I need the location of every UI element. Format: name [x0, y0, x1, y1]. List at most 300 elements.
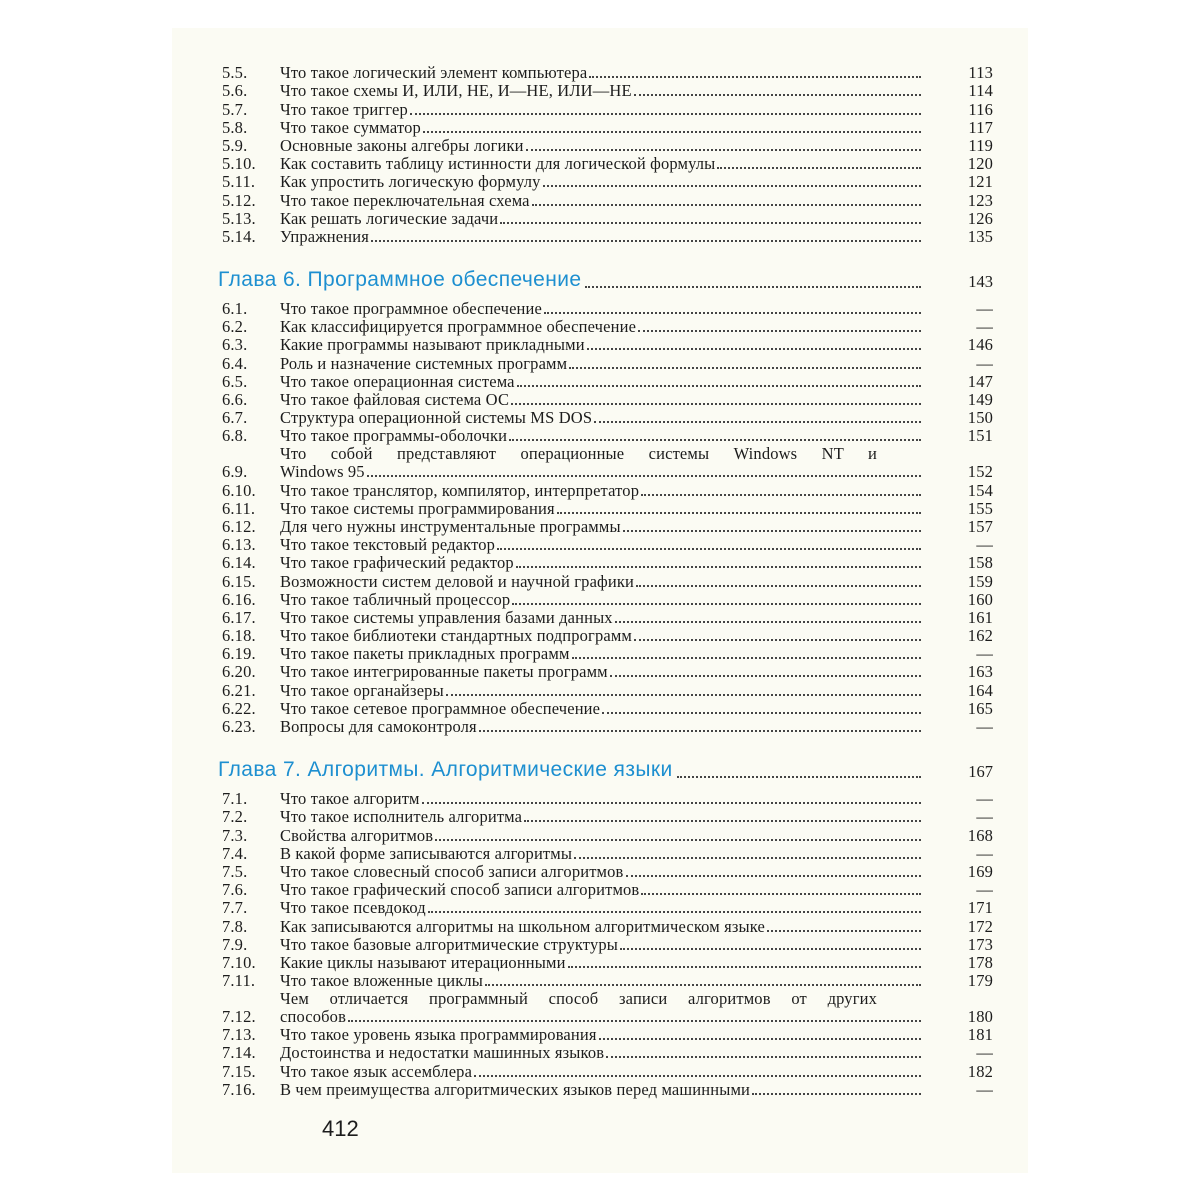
entry-number: 6.23.	[222, 717, 256, 736]
entry-title: Что такое графический редактор	[280, 554, 514, 573]
entry-page: —	[976, 843, 993, 863]
entry-number: 7.4.	[222, 843, 248, 863]
toc-entry	[222, 119, 998, 137]
entry-title-wrap	[280, 827, 933, 845]
entry-page: 172	[967, 916, 993, 936]
entry-title-wrap	[280, 663, 933, 681]
toc-entry	[222, 681, 998, 699]
entry-title-wrap	[280, 119, 933, 137]
dot-leader	[620, 947, 921, 950]
entry-number: 7.10.	[222, 952, 256, 972]
toc-entry	[222, 191, 998, 209]
dot-leader	[474, 1074, 921, 1077]
dot-leader	[752, 1092, 921, 1095]
toc-entry	[222, 1081, 998, 1099]
dot-leader	[485, 983, 921, 986]
toc-entry	[222, 700, 998, 718]
entry-title-wrap	[280, 355, 933, 373]
dot-leader	[587, 347, 921, 350]
entry-number: 7.16.	[222, 1079, 256, 1099]
entry-title: Что такое язык ассемблера	[280, 1062, 473, 1081]
entry-page: 180	[967, 1007, 993, 1027]
dot-leader	[589, 75, 921, 78]
chapter-page: 143	[968, 271, 993, 291]
toc-entry	[222, 137, 998, 155]
entry-page: 123	[967, 190, 993, 210]
entry-page: —	[976, 299, 993, 319]
entry-number: 5.9.	[222, 135, 248, 155]
toc-entry	[222, 1062, 998, 1080]
dot-leader	[636, 584, 921, 587]
entry-page: 119	[968, 135, 993, 155]
entry-page: 181	[967, 1025, 993, 1045]
dot-leader	[623, 529, 921, 532]
dot-leader	[367, 474, 921, 477]
entry-number: 6.14.	[222, 553, 256, 573]
entry-title-wrap	[280, 318, 933, 336]
entry-number: 5.5.	[222, 63, 248, 83]
dot-leader	[497, 547, 921, 550]
entry-page: 163	[967, 662, 993, 682]
entry-title: В чем преимущества алгоритмических языков перед машинными	[280, 1080, 751, 1099]
toc-entry	[222, 881, 998, 899]
entry-title: Какие циклы называют итерационными	[280, 953, 566, 972]
entry-title: Что такое интегрированные пакеты программ	[280, 663, 608, 682]
dot-leader	[348, 1019, 921, 1022]
entry-page: 179	[967, 971, 993, 991]
toc-entry	[222, 1044, 998, 1062]
dot-leader	[574, 856, 921, 859]
entry-title: Чем отличается программный способ записи алгоритмов от других	[280, 990, 877, 1009]
toc-entry	[222, 536, 998, 554]
entry-page: —	[976, 1043, 993, 1063]
entry-page: 114	[968, 81, 993, 101]
entry-title: Что такое уровень языка программирования	[280, 1026, 597, 1045]
entry-number: 6.11.	[222, 498, 256, 518]
entry-title: Что такое псевдокод	[280, 899, 426, 918]
toc-entry	[222, 572, 998, 590]
entry-title-wrap	[280, 192, 933, 210]
entry-page: 152	[967, 462, 993, 482]
entry-number: 7.5.	[222, 861, 248, 881]
entry-title: Что такое файловая система ОС	[280, 391, 510, 409]
chapter-title: Глава 6. Программное обеспечение	[218, 267, 582, 291]
entry-title-wrap	[280, 790, 933, 808]
entry-page: 165	[967, 698, 993, 718]
dot-leader	[634, 93, 921, 96]
dot-leader	[641, 892, 921, 895]
entry-title-wrap	[280, 300, 933, 318]
dot-leader	[569, 366, 921, 369]
entry-page: —	[976, 317, 993, 337]
entry-title: Что такое пакеты прикладных программ	[280, 645, 570, 664]
entry-page: 182	[967, 1061, 993, 1081]
dot-leader	[599, 1037, 921, 1040]
entry-title-wrap	[280, 445, 933, 481]
entry-number: 6.7.	[222, 408, 248, 428]
entry-title-wrap	[280, 137, 933, 155]
entry-number: 6.22.	[222, 698, 256, 718]
entry-page: —	[976, 1079, 993, 1099]
entry-page: 146	[967, 335, 993, 355]
chapter-heading	[218, 758, 998, 782]
entry-page: 154	[967, 480, 993, 500]
entry-title: Что такое логический элемент компьютера	[280, 64, 588, 83]
toc-entry	[222, 808, 998, 826]
entry-title: Как классифицируется программное обеспечение	[280, 318, 637, 337]
toc-entry	[222, 845, 998, 863]
toc-entry	[222, 354, 998, 372]
entry-page: —	[976, 807, 993, 827]
entry-title: Какие программы называют прикладными	[280, 336, 585, 355]
entry-title: Для чего нужны инструментальные программы	[280, 517, 621, 536]
dot-leader	[511, 402, 921, 405]
entry-number: 6.15.	[222, 571, 256, 591]
entry-title-wrap	[280, 918, 933, 936]
entry-title-wrap	[280, 1081, 933, 1099]
entry-number: 7.2.	[222, 807, 248, 827]
entry-number: 7.9.	[222, 934, 248, 954]
entry-number: 6.3.	[222, 335, 248, 355]
entry-title: В какой форме записываются алгоритмы	[280, 844, 573, 863]
dot-leader	[641, 493, 921, 496]
entry-number: 6.5.	[222, 371, 248, 391]
entry-title-wrap	[280, 718, 933, 736]
toc-entry	[222, 173, 998, 191]
toc-entry	[222, 663, 998, 681]
entry-title: Что такое органайзеры	[280, 681, 444, 700]
entry-page: 173	[967, 934, 993, 954]
entry-page: 155	[967, 498, 993, 518]
entry-page: 151	[967, 426, 993, 446]
entry-title-wrap	[280, 863, 933, 881]
entry-number: 6.8.	[222, 426, 248, 446]
toc-entry	[222, 100, 998, 118]
entry-title-wrap	[280, 1063, 933, 1081]
entry-title: Что такое переключательная схема	[280, 191, 530, 210]
dot-leader	[626, 874, 922, 877]
entry-page: 171	[967, 898, 993, 918]
entry-number: 5.11.	[222, 172, 256, 192]
entry-page: 126	[967, 208, 993, 228]
entry-number: 7.3.	[222, 825, 248, 845]
entry-title: Что такое алгоритм	[280, 790, 420, 809]
entry-number: 6.6.	[222, 390, 248, 409]
entry-number: 6.19.	[222, 644, 256, 664]
chapter-page: 167	[968, 762, 993, 781]
dot-leader	[512, 602, 921, 605]
dot-leader	[509, 438, 921, 441]
entry-page: 157	[967, 516, 993, 536]
entry-title-wrap	[280, 101, 933, 119]
dot-leader	[532, 203, 921, 206]
toc-entry	[222, 591, 998, 609]
entry-page: 149	[967, 390, 993, 409]
entry-number: 6.9.	[222, 462, 248, 482]
entry-number: 7.8.	[222, 916, 248, 936]
entry-page: 160	[967, 589, 993, 609]
toc-entry	[222, 990, 998, 1026]
entry-title: Что такое системы программирования	[280, 499, 555, 518]
entry-title-wrap	[280, 573, 933, 591]
entry-title: Что такое словесный способ записи алгоритмов	[280, 862, 624, 881]
entry-page: 164	[967, 680, 993, 700]
entry-title-wrap	[280, 645, 933, 663]
entry-number: 5.14.	[222, 226, 256, 246]
entry-title-wrap	[280, 609, 933, 627]
entry-number: 6.16.	[222, 589, 256, 609]
entry-title-wrap	[280, 554, 933, 572]
dot-leader	[516, 565, 921, 568]
entry-page: —	[976, 717, 993, 736]
entry-title-wrap	[280, 373, 933, 391]
entry-title-line2	[280, 463, 933, 481]
toc-entry	[222, 300, 998, 318]
entry-title-wrap	[280, 1044, 933, 1062]
toc-entry	[222, 391, 998, 409]
entry-page: 121	[967, 172, 993, 192]
toc-entry	[222, 554, 998, 572]
toc-entry	[222, 936, 998, 954]
entry-title: Свойства алгоритмов	[280, 826, 434, 845]
toc-entry	[222, 972, 998, 990]
entry-number: 5.7.	[222, 99, 248, 119]
entry-title-wrap	[280, 482, 933, 500]
entry-title-wrap	[280, 881, 933, 899]
entry-title: Основные законы алгебры логики	[280, 136, 524, 155]
toc-entry	[222, 318, 998, 336]
entry-title-wrap	[280, 518, 933, 536]
entry-title-continued: способов	[280, 1007, 347, 1027]
entry-title-wrap	[280, 1026, 933, 1044]
entry-number: 5.8.	[222, 117, 248, 137]
entry-title-wrap	[280, 82, 933, 100]
dot-leader	[638, 329, 921, 332]
entry-title-line2	[280, 1008, 933, 1026]
entry-title: Что такое сетевое программное обеспечение	[280, 699, 601, 718]
entry-number: 6.2.	[222, 317, 248, 337]
entry-title-wrap	[280, 845, 933, 863]
entry-page: 150	[967, 408, 993, 428]
entry-page: —	[976, 880, 993, 900]
entry-number: 7.13.	[222, 1025, 256, 1045]
dot-leader	[606, 1055, 921, 1058]
table-of-contents	[218, 63, 998, 1099]
chapter-title: Глава 7. Алгоритмы. Алгоритмические языки	[218, 758, 673, 781]
entry-title-wrap	[280, 64, 933, 82]
entry-page: 117	[968, 117, 993, 137]
entry-title-wrap	[280, 682, 933, 700]
entry-number: 7.14.	[222, 1043, 256, 1063]
toc-entry	[222, 373, 998, 391]
entry-title: Что такое библиотеки стандартных подпрограмм	[280, 627, 633, 646]
entry-page: 161	[967, 607, 993, 627]
entry-number: 7.1.	[222, 789, 248, 809]
entry-page: 159	[967, 571, 993, 591]
entry-title-wrap	[280, 972, 933, 990]
entry-number: 5.10.	[222, 154, 256, 174]
entry-title: Что такое базовые алгоритмические структуры	[280, 935, 618, 954]
entry-title-wrap	[280, 536, 933, 554]
dot-leader	[594, 420, 921, 423]
dot-leader	[526, 148, 921, 151]
dot-leader	[677, 775, 921, 778]
toc-entry	[222, 954, 998, 972]
dot-leader	[634, 638, 921, 641]
entry-number: 6.21.	[222, 680, 256, 700]
entry-title-wrap	[280, 500, 933, 518]
entry-title-wrap	[280, 173, 933, 191]
entry-title-wrap	[280, 700, 933, 718]
entry-title: Что такое транслятор, компилятор, интерпретатор	[280, 481, 640, 500]
entry-title: Структура операционной системы MS DOS	[280, 409, 593, 428]
entry-title-wrap	[280, 228, 933, 246]
dot-leader	[428, 910, 921, 913]
dot-leader	[572, 656, 921, 659]
entry-title: Что такое табличный процессор	[280, 590, 511, 609]
entry-title-wrap	[280, 591, 933, 609]
entry-page: 158	[967, 553, 993, 573]
entry-number: 7.7.	[222, 898, 248, 918]
entry-title-wrap	[280, 409, 933, 427]
entry-page: 178	[967, 952, 993, 972]
entry-page: 147	[967, 371, 993, 391]
entry-title: Что такое операционная система	[280, 372, 515, 391]
entry-number: 7.11.	[222, 971, 256, 991]
entry-page: —	[976, 535, 993, 555]
dot-leader	[557, 511, 921, 514]
dot-leader	[422, 801, 921, 804]
toc-entry	[222, 409, 998, 427]
entry-number: 6.4.	[222, 353, 248, 373]
entry-title: Что такое графический способ записи алгоритмов	[280, 881, 640, 900]
entry-title-wrap	[280, 627, 933, 645]
dot-leader	[717, 166, 921, 169]
toc-entry	[222, 228, 998, 246]
dot-leader	[543, 184, 921, 187]
entry-title-wrap	[280, 808, 933, 826]
entry-title: Что такое схемы И, ИЛИ, НЕ, И—НЕ, ИЛИ—НЕ	[280, 82, 632, 101]
entry-title: Что такое системы управления базами данных	[280, 608, 613, 627]
dot-leader	[517, 384, 921, 387]
entry-number: 5.12.	[222, 190, 256, 210]
entry-number: 6.13.	[222, 535, 256, 555]
entry-page: 116	[968, 99, 993, 119]
entry-page: 135	[967, 226, 993, 246]
entry-title-wrap	[280, 210, 933, 228]
entry-title-wrap	[280, 936, 933, 954]
entry-page: 120	[967, 154, 993, 174]
dot-leader	[524, 819, 921, 822]
entry-title-wrap	[280, 391, 933, 409]
entry-number: 7.12.	[222, 1007, 256, 1027]
entry-title-wrap	[280, 899, 933, 917]
toc-entry	[222, 899, 998, 917]
entry-number: 6.17.	[222, 607, 256, 627]
dot-leader	[479, 729, 921, 732]
entry-page: —	[976, 644, 993, 664]
entry-title: Что такое текстовый редактор	[280, 536, 496, 555]
toc-entry	[222, 1026, 998, 1044]
dot-leader	[610, 674, 921, 677]
dot-leader	[423, 130, 921, 133]
entry-title-wrap	[280, 336, 933, 354]
entry-page: —	[976, 353, 993, 373]
entry-title-wrap	[280, 990, 933, 1026]
toc-entry	[222, 336, 998, 354]
toc-entry	[222, 82, 998, 100]
entry-number: 7.15.	[222, 1061, 256, 1081]
entry-page: 168	[967, 825, 993, 845]
dot-leader	[544, 311, 921, 314]
dot-leader	[602, 711, 921, 714]
entry-title-continued: Windows 95	[280, 462, 365, 482]
entry-title: Что такое вложенные циклы	[280, 972, 483, 991]
entry-title: Достоинства и недостатки машинных языков	[280, 1044, 605, 1063]
toc-entry	[222, 155, 998, 173]
entry-title: Что такое триггер	[280, 100, 408, 119]
dot-leader	[446, 693, 921, 696]
toc-entry	[222, 427, 998, 445]
dot-leader	[615, 620, 921, 623]
dot-leader	[500, 221, 921, 224]
entry-title: Упражнения	[280, 227, 369, 246]
toc-entry	[222, 790, 998, 808]
dot-leader	[371, 239, 921, 242]
entry-title: Как решать логические задачи	[280, 209, 499, 228]
chapter-heading	[218, 267, 998, 292]
entry-title: Что такое исполнитель алгоритма	[280, 808, 523, 827]
toc-entry	[222, 627, 998, 645]
dot-leader	[767, 929, 921, 932]
entry-number: 6.18.	[222, 626, 256, 646]
entry-title-wrap	[280, 427, 933, 445]
toc-entry	[222, 64, 998, 82]
toc-entry	[222, 826, 998, 844]
entry-title: Возможности систем деловой и научной графики	[280, 572, 635, 591]
entry-title: Что такое сумматор	[280, 118, 421, 137]
toc-entry	[222, 445, 998, 481]
page-number: 412	[322, 1116, 359, 1141]
entry-number: 6.10.	[222, 480, 256, 500]
entry-title: Что такое программное обеспечение	[280, 300, 542, 319]
entry-number: 6.12.	[222, 516, 256, 536]
entry-title-wrap	[280, 954, 933, 972]
entry-number: 5.6.	[222, 81, 248, 101]
toc-entry	[222, 609, 998, 627]
toc-entry	[222, 518, 998, 536]
entry-title: Что собой представляют операционные системы Windows NT и	[280, 445, 877, 464]
entry-title: Что такое программы-оболочки	[280, 427, 508, 446]
entry-page: —	[976, 789, 993, 809]
entry-page: 169	[967, 861, 993, 881]
dot-leader	[435, 838, 921, 841]
entry-title: Как составить таблицу истинности для логической формулы	[280, 155, 716, 174]
entry-page: 162	[967, 626, 993, 646]
dot-leader	[585, 285, 921, 288]
entry-title: Роль и назначение системных программ	[280, 354, 568, 373]
entry-title: Как упростить логическую формулу	[280, 173, 541, 192]
dot-leader	[410, 112, 921, 115]
toc-entry	[222, 718, 998, 736]
entry-page: 113	[968, 63, 993, 83]
toc-entry	[222, 481, 998, 499]
toc-entry	[222, 645, 998, 663]
entry-number: 5.13.	[222, 208, 256, 228]
entry-title: Вопросы для самоконтроля	[280, 718, 477, 736]
entry-title: Как записываются алгоритмы на школьном алгоритмическом языке	[280, 917, 765, 936]
dot-leader	[568, 965, 921, 968]
